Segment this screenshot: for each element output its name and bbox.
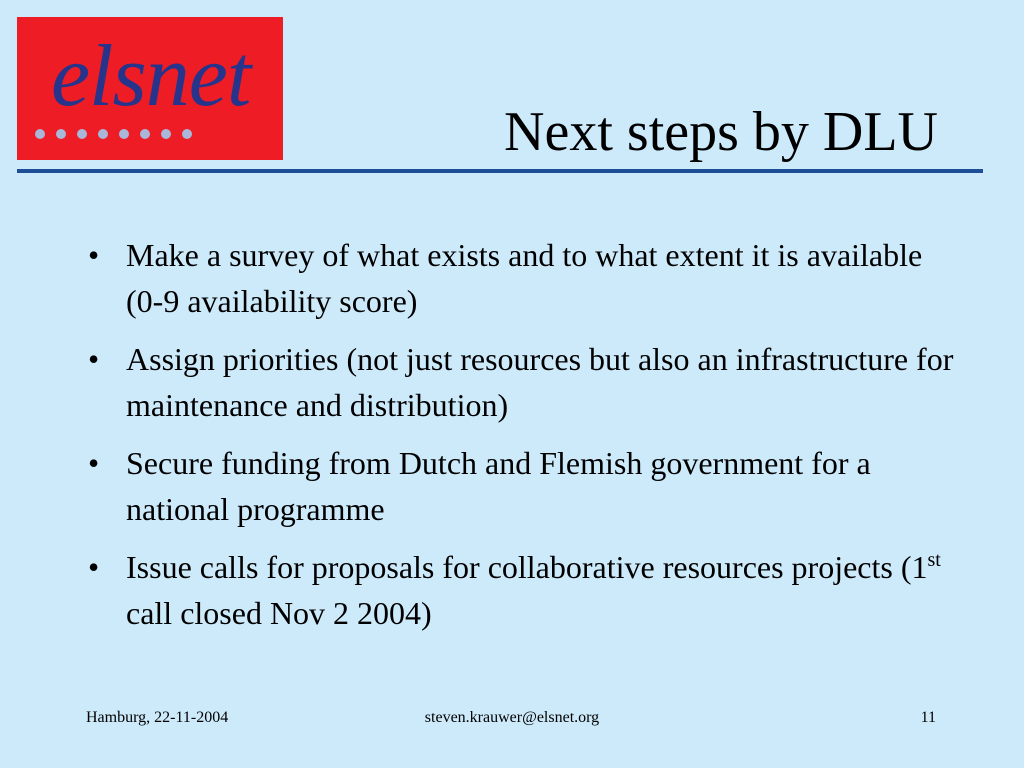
bullet-marker: •: [88, 341, 100, 377]
bullet-item: [86, 544, 966, 636]
footer-location-date: Hamburg, 22-11-2004: [86, 709, 229, 726]
logo-dot: [77, 129, 87, 139]
slide-number: 11: [920, 709, 936, 726]
bullet-text: Make a survey of what exists and to what extent it is available (0-9 availability score): [126, 237, 923, 319]
bullet-item: [86, 336, 966, 428]
bullet-text: Secure funding from Dutch and Flemish government for a national programme: [126, 445, 871, 527]
logo-dot: [35, 129, 45, 139]
bullet-item: [86, 232, 966, 324]
logo-dots: [35, 129, 192, 139]
elsnet-logo: [17, 17, 283, 160]
logo-dot: [119, 129, 129, 139]
logo-dot: [56, 129, 66, 139]
logo-dot: [182, 129, 192, 139]
bullet-list: [86, 232, 966, 648]
bullet-marker: •: [88, 445, 100, 481]
bullet-marker: •: [88, 237, 100, 273]
bullet-text-start: Issue calls for proposals for collaborative resources projects (1: [126, 549, 928, 585]
bullet-marker: •: [88, 549, 100, 585]
logo-dot: [161, 129, 171, 139]
bullet-text-end: call closed Nov 2 2004): [126, 595, 432, 631]
logo-wordmark: elsnet: [51, 28, 251, 125]
bullet-item: [86, 440, 966, 532]
logo-dot: [98, 129, 108, 139]
logo-dot: [140, 129, 150, 139]
ordinal-superscript: st: [927, 549, 941, 571]
title-rule: [17, 169, 983, 173]
footer-email: steven.krauwer@elsnet.org: [424, 709, 600, 726]
slide-title: Next steps by DLU: [504, 101, 938, 163]
bullet-text: Assign priorities (not just resources but also an infrastructure for maintenance and distribution): [126, 341, 954, 423]
